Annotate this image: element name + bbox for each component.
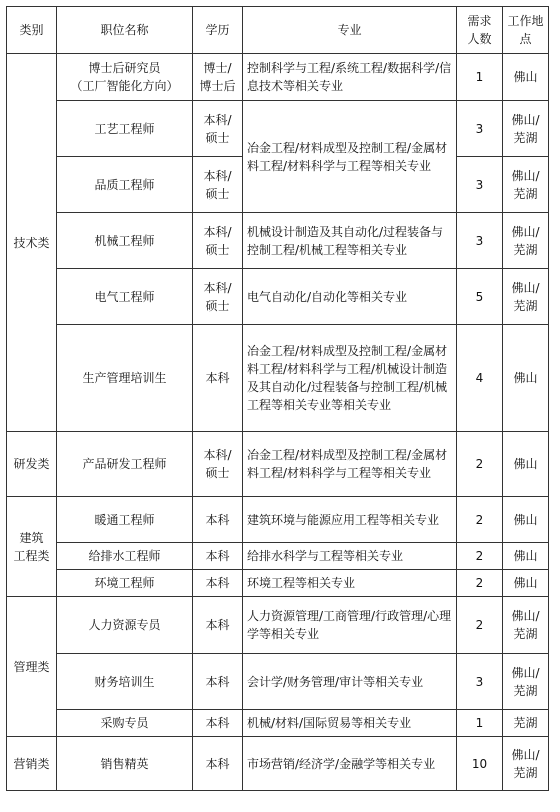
position-cell: 品质工程师 [57, 157, 193, 213]
position-cell: 工艺工程师 [57, 101, 193, 157]
category-cell: 管理类 [7, 597, 57, 737]
count-cell: 3 [457, 213, 503, 269]
header-location: 工作地 点 [503, 7, 549, 54]
count-cell: 3 [457, 157, 503, 213]
header-education: 学历 [193, 7, 243, 54]
count-cell: 3 [457, 654, 503, 710]
education-cell: 本科/ 硕士 [193, 101, 243, 157]
table-row [7, 213, 549, 269]
count-cell: 2 [457, 543, 503, 570]
position-cell: 环境工程师 [57, 570, 193, 597]
major-cell: 机械/材料/国际贸易等相关专业 [243, 710, 457, 737]
position-cell: 给排水工程师 [57, 543, 193, 570]
major-cell: 冶金工程/材料成型及控制工程/金属材料工程/材料科学与工程/机械设计制造及其自动化/过程装备与控制工程/机械工程等相关专业等相关专业 [243, 325, 457, 432]
location-cell: 佛山 [503, 54, 549, 101]
education-cell: 本科/ 硕士 [193, 157, 243, 213]
count-cell: 10 [457, 737, 503, 791]
education-cell: 本科 [193, 737, 243, 791]
count-cell: 2 [457, 597, 503, 654]
education-cell: 本科 [193, 325, 243, 432]
location-cell: 佛山/ 芜湖 [503, 101, 549, 157]
position-cell: 博士后研究员 （工厂智能化方向） [57, 54, 193, 101]
education-cell: 博士/ 博士后 [193, 54, 243, 101]
education-cell: 本科 [193, 654, 243, 710]
position-cell: 人力资源专员 [57, 597, 193, 654]
major-cell: 机械设计制造及其自动化/过程装备与控制工程/机械工程等相关专业 [243, 213, 457, 269]
category-cell: 技术类 [7, 54, 57, 432]
table-row [7, 101, 549, 157]
major-cell: 冶金工程/材料成型及控制工程/金属材料工程/材料科学与工程等相关专业 [243, 101, 457, 213]
count-cell: 2 [457, 570, 503, 597]
education-cell: 本科 [193, 543, 243, 570]
count-cell: 1 [457, 710, 503, 737]
location-cell: 佛山 [503, 325, 549, 432]
header-demand: 需求 人数 [457, 7, 503, 54]
education-cell: 本科 [193, 497, 243, 543]
table-row [7, 432, 549, 497]
header-row [7, 7, 549, 54]
education-cell: 本科 [193, 597, 243, 654]
location-cell: 芜湖 [503, 710, 549, 737]
location-cell: 佛山/ 芜湖 [503, 737, 549, 791]
recruitment-table [6, 6, 549, 791]
location-cell: 佛山 [503, 543, 549, 570]
major-cell: 建筑环境与能源应用工程等相关专业 [243, 497, 457, 543]
table-row [7, 710, 549, 737]
header-position: 职位名称 [57, 7, 193, 54]
category-cell: 建筑 工程类 [7, 497, 57, 597]
position-cell: 采购专员 [57, 710, 193, 737]
table-row [7, 597, 549, 654]
major-cell: 冶金工程/材料成型及控制工程/金属材料工程/材料科学与工程等相关专业 [243, 432, 457, 497]
position-cell: 机械工程师 [57, 213, 193, 269]
position-cell: 暖通工程师 [57, 497, 193, 543]
major-cell: 市场营销/经济学/金融学等相关专业 [243, 737, 457, 791]
major-cell: 环境工程等相关专业 [243, 570, 457, 597]
location-cell: 佛山/ 芜湖 [503, 213, 549, 269]
table-row [7, 269, 549, 325]
location-cell: 佛山/ 芜湖 [503, 654, 549, 710]
category-cell: 研发类 [7, 432, 57, 497]
table-row [7, 497, 549, 543]
location-cell: 佛山 [503, 497, 549, 543]
major-cell: 人力资源管理/工商管理/行政管理/心理学等相关专业 [243, 597, 457, 654]
location-cell: 佛山 [503, 570, 549, 597]
education-cell: 本科/ 硕士 [193, 432, 243, 497]
table-row [7, 325, 549, 432]
major-cell: 控制科学与工程/系统工程/数据科学/信息技术等相关专业 [243, 54, 457, 101]
header-category: 类别 [7, 7, 57, 54]
count-cell: 3 [457, 101, 503, 157]
location-cell: 佛山/ 芜湖 [503, 269, 549, 325]
count-cell: 2 [457, 432, 503, 497]
location-cell: 佛山/ 芜湖 [503, 597, 549, 654]
location-cell: 佛山 [503, 432, 549, 497]
count-cell: 2 [457, 497, 503, 543]
table-row [7, 54, 549, 101]
major-cell: 给排水科学与工程等相关专业 [243, 543, 457, 570]
category-cell: 营销类 [7, 737, 57, 791]
table-row [7, 654, 549, 710]
major-cell: 电气自动化/自动化等相关专业 [243, 269, 457, 325]
location-cell: 佛山/ 芜湖 [503, 157, 549, 213]
position-cell: 财务培训生 [57, 654, 193, 710]
position-cell: 销售精英 [57, 737, 193, 791]
table-row [7, 543, 549, 570]
count-cell: 1 [457, 54, 503, 101]
education-cell: 本科/ 硕士 [193, 213, 243, 269]
education-cell: 本科/ 硕士 [193, 269, 243, 325]
count-cell: 4 [457, 325, 503, 432]
header-major: 专业 [243, 7, 457, 54]
education-cell: 本科 [193, 710, 243, 737]
table-row [7, 737, 549, 791]
count-cell: 5 [457, 269, 503, 325]
major-cell: 会计学/财务管理/审计等相关专业 [243, 654, 457, 710]
education-cell: 本科 [193, 570, 243, 597]
position-cell: 产品研发工程师 [57, 432, 193, 497]
table-row [7, 570, 549, 597]
position-cell: 电气工程师 [57, 269, 193, 325]
position-cell: 生产管理培训生 [57, 325, 193, 432]
